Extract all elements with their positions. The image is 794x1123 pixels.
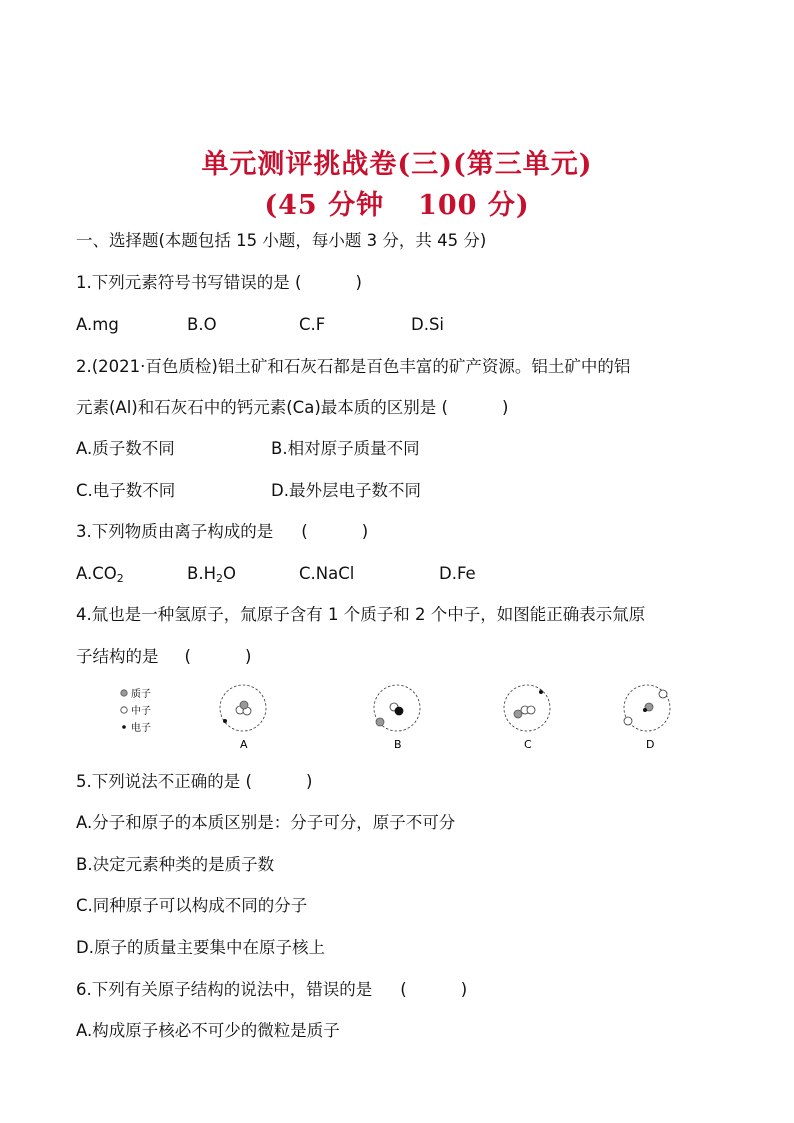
question-2-stem-line1: 2.(2021·百色质检)铝土矿和石灰石都是百色丰富的矿产资源。铝土矿中的铝 <box>76 357 631 376</box>
question-6-option-a: A.构成原子核必不可少的微粒是质子 <box>76 1021 340 1040</box>
question-2-close-paren: ) <box>501 398 509 417</box>
question-5-stem <box>76 771 312 793</box>
section-heading: 一、选择题(本题包括 15 小题，每小题 3 分，共 45 分) <box>76 231 487 250</box>
question-1-text: 1.下列元素符号书写错误的是 ( <box>76 273 302 292</box>
question-3-option-b <box>187 563 236 590</box>
question-2-option-c: C.电子数不同 <box>76 481 176 500</box>
question-1-option-a: A.mg <box>76 315 119 334</box>
question-6-close-paren: ) <box>460 980 468 999</box>
question-3-option-a <box>76 563 124 590</box>
atom-diagram-d <box>624 685 670 751</box>
question-3-open-paren: ( <box>301 522 308 541</box>
question-4-close-paren: ) <box>244 647 252 666</box>
figure-legend <box>121 687 151 734</box>
figure-label-c: C <box>524 738 532 751</box>
legend-neutron-label: 中子 <box>131 706 151 717</box>
question-4-open-paren: ( <box>184 647 191 666</box>
legend-proton-label: 质子 <box>131 689 151 700</box>
page-subtitle <box>0 183 794 222</box>
electron-icon <box>643 708 647 712</box>
question-2-option-b: B.相对原子质量不同 <box>271 439 420 458</box>
figure-label-a: A <box>240 738 248 751</box>
subtitle-time: (45 分钟 <box>264 190 385 221</box>
proton-icon <box>240 701 248 709</box>
proton-icon <box>514 710 522 718</box>
option-a-text: A.CO <box>76 564 117 583</box>
question-2-option-a: A.质子数不同 <box>76 439 175 458</box>
question-4-stem-line1: 4.氚也是一种氢原子，氚原子含有 1 个质子和 2 个中子，如图能正确表示氚原 <box>76 605 646 624</box>
question-3-option-c: C.NaCl <box>299 564 355 583</box>
question-3-close-paren: ) <box>361 522 369 541</box>
question-1-option-b: B.O <box>187 315 217 334</box>
question-2-text: 元素(Al)和石灰石中的钙元素(Ca)最本质的区别是 ( <box>76 398 448 417</box>
atom-diagram-c <box>504 685 550 751</box>
neutron-icon <box>527 706 535 714</box>
neutron-icon <box>659 690 667 698</box>
option-b-subscript: 2 <box>215 572 223 585</box>
neutron-legend-icon <box>121 707 127 713</box>
question-5-option-a: A.分子和原子的本质区别是：分子可分，原子不可分 <box>76 813 456 832</box>
atom-diagram-a <box>220 685 266 751</box>
question-5-option-d: D.原子的质量主要集中在原子核上 <box>76 938 325 957</box>
page-title: 单元测评挑战卷(三)(第三单元) <box>201 149 593 180</box>
question-3-stem <box>76 521 368 543</box>
electron-icon <box>223 719 227 723</box>
question-1-option-d: D.Si <box>411 315 445 334</box>
question-6-text: 6.下列有关原子结构的说法中，错误的是 <box>76 980 373 999</box>
question-1-stem <box>76 272 362 294</box>
question-2-stem-line2 <box>76 397 508 419</box>
option-b-suffix: O <box>222 564 236 583</box>
question-5-option-b: B.决定元素种类的是质子数 <box>76 855 275 874</box>
atom-diagram-b <box>374 685 420 751</box>
question-4-text: 子结构的是 <box>76 647 159 666</box>
question-6-open-paren: ( <box>400 980 407 999</box>
option-b-text: B.H <box>187 564 216 583</box>
question-1-close-paren: ) <box>355 273 362 292</box>
question-2-option-d: D.最外层电子数不同 <box>271 481 421 500</box>
question-5-text: 5.下列说法不正确的是 ( <box>76 772 252 791</box>
proton-legend-icon <box>121 690 127 696</box>
electron-icon <box>539 690 543 694</box>
subtitle-score: 100 分) <box>418 190 530 221</box>
question-3-option-d: D.Fe <box>439 564 476 583</box>
option-a-subscript: 2 <box>116 572 124 585</box>
question-6-stem <box>76 979 467 1001</box>
question-5-close-paren: ) <box>305 772 313 791</box>
figure-label-b: B <box>394 738 402 751</box>
question-4-stem-line2 <box>76 646 251 668</box>
question-5-option-c: C.同种原子可以构成不同的分子 <box>76 896 308 915</box>
proton-icon <box>376 718 384 726</box>
question-1-option-c: C.F <box>299 315 326 334</box>
figure-label-d: D <box>646 738 655 751</box>
electron-legend-icon <box>122 725 126 729</box>
atom-structure-figure <box>110 682 690 752</box>
electron-icon <box>395 707 403 715</box>
neutron-icon <box>624 717 632 725</box>
question-3-text: 3.下列物质由离子构成的是 <box>76 522 274 541</box>
legend-electron-label: 电子 <box>131 723 151 734</box>
